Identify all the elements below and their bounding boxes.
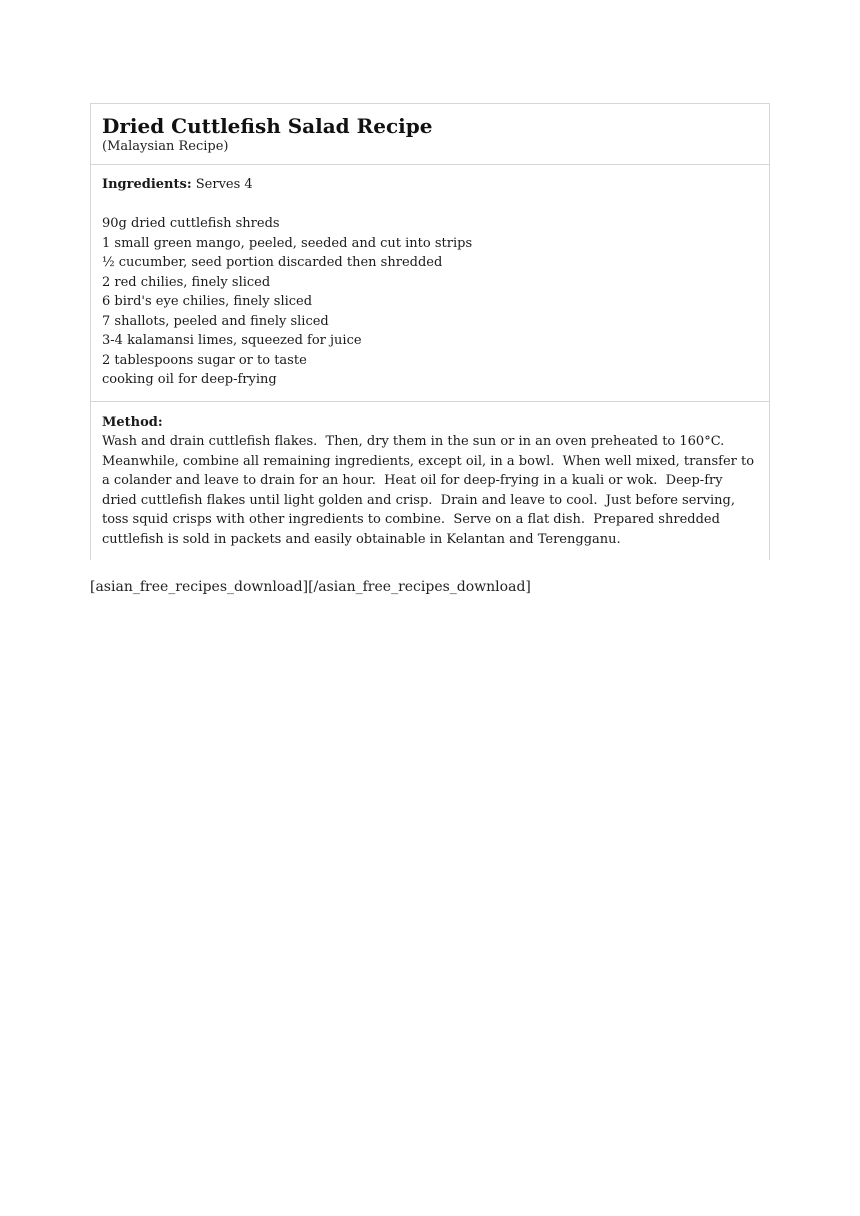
ingredient-item: cooking oil for deep-frying	[102, 372, 277, 387]
ingredient-item: 3-4 kalamansi limes, squeezed for juice	[102, 333, 362, 348]
ingredient-item: 2 tablespoons sugar or to taste	[102, 352, 307, 368]
download-shortcode: [asian_free_recipes_download][/asian_free_recipes_download]	[90, 579, 531, 595]
recipe-header	[91, 104, 769, 165]
ingredients-label: Ingredients:	[102, 177, 192, 192]
ingredient-item: 7 shallots, peeled and finely sliced	[102, 313, 329, 329]
ingredient-item: 2 red chilies, finely sliced	[102, 274, 271, 290]
method-section	[91, 402, 769, 561]
ingredient-item: 1 small green mango, peeled, seeded and cut into strips	[102, 235, 473, 251]
ingredients-heading	[102, 175, 758, 195]
recipe-subtitle: (Malaysian Recipe)	[102, 139, 229, 154]
method-heading: Method:	[102, 414, 163, 430]
recipe-card	[90, 103, 770, 560]
ingredient-item: 6 bird's eye chilies, finely sliced	[102, 294, 313, 309]
serves-text: Serves 4	[191, 177, 253, 192]
ingredient-item: 90g dried cuttlefish shreds	[102, 216, 280, 231]
method-text: Wash and drain cuttlefish flakes. Then, dry them in the sun or in an oven preheated to 160°C. Meanwhile, combine all remaining ingredients, except oil, in a bowl. When well mixed, transfer to a colander and leave to drain for an hour. Heat oil for deep-frying in a kuali or wok. Deep-fry dried cuttlefish flakes until light golden and crisp. Drain and leave to cool. Just before serving, toss squid crisps with other ingredients to combine. Serve on a flat dish. Prepared shredded cuttlefish is sold in packets and easily obtainable in Kelantan and Terengganu.	[102, 434, 759, 547]
ingredient-item: ½ cucumber, seed portion discarded then shredded	[102, 255, 443, 270]
recipe-title: Dried Cuttlefish Salad Recipe	[102, 114, 433, 138]
ingredients-list	[102, 214, 758, 390]
ingredients-section	[91, 165, 769, 402]
